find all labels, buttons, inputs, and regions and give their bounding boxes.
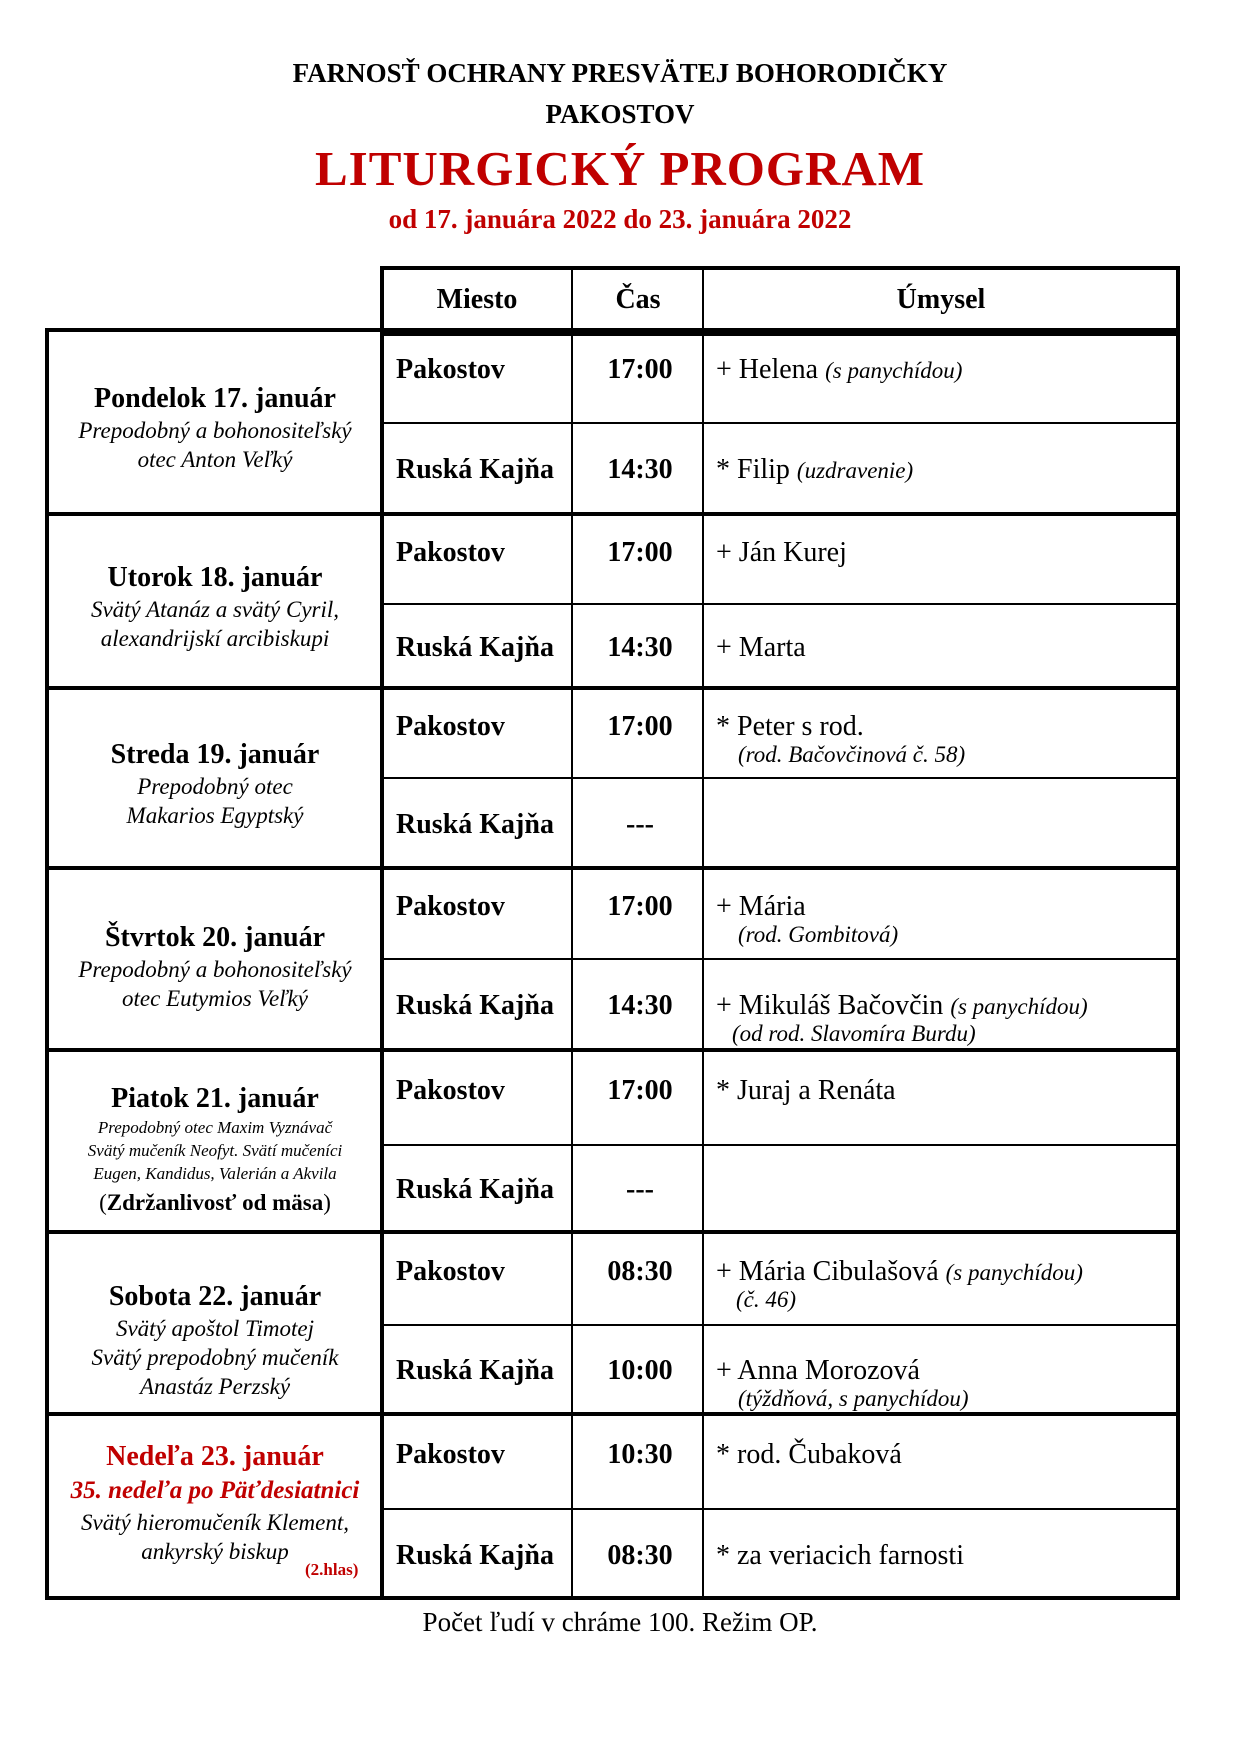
- day-cell: [48, 1440, 382, 1566]
- fasting-paren: (: [99, 1190, 107, 1215]
- service-place: Pakostov: [396, 354, 505, 385]
- column-header-place: Miesto: [436, 284, 518, 315]
- saint-line: Makarios Egyptský: [126, 803, 304, 828]
- service-time: ---: [626, 809, 654, 840]
- service-separator: [382, 1144, 1178, 1146]
- saint-line: Prepodobný otec: [137, 774, 293, 799]
- day-name: Štvrtok 20. január: [104, 922, 326, 953]
- intention-name: + Ján Kurej: [716, 537, 847, 568]
- intention-name: + Mária Cibulašová: [716, 1256, 946, 1287]
- service-time: 17:00: [607, 537, 673, 568]
- day-name: Sobota 22. január: [108, 1281, 322, 1312]
- intention-name: * rod. Čubaková: [716, 1439, 902, 1470]
- day-separator: [45, 1048, 1180, 1052]
- intention-name: * Filip: [716, 454, 797, 485]
- service-place: Pakostov: [396, 1075, 505, 1106]
- parish-name: FARNOSŤ OCHRANY PRESVÄTEJ BOHORODIČKY: [292, 58, 948, 88]
- intention-name: * za veriacich farnosti: [716, 1540, 964, 1571]
- intention-note: (uzdravenie): [796, 458, 914, 483]
- day-name: Pondelok 17. január: [94, 383, 336, 414]
- saint-line: Prepodobný a bohonositeľský: [78, 418, 352, 443]
- intention-name: + Marta: [716, 632, 806, 663]
- service-place: Ruská Kajňa: [396, 990, 554, 1021]
- intention-note: (s panychídou): [950, 994, 1088, 1019]
- service-time: 14:30: [607, 990, 673, 1021]
- intention-subnote: (č. 46): [736, 1287, 797, 1312]
- saint-line: otec Eutymios Veľký: [122, 986, 308, 1011]
- service-time: ---: [626, 1174, 654, 1205]
- intention-note: (s panychídou): [825, 358, 963, 383]
- service-intention: [716, 1355, 920, 1387]
- service-place: Ruská Kajňa: [396, 1540, 554, 1571]
- service-intention: [716, 711, 864, 743]
- service-intention: [716, 1439, 902, 1471]
- day-separator: [45, 512, 1180, 516]
- day-cell: [48, 921, 382, 1013]
- service-place: Ruská Kajňa: [396, 454, 554, 485]
- service-time: 10:30: [607, 1439, 673, 1470]
- service-time: 14:30: [607, 632, 673, 663]
- sunday-subtitle: 35. nedeľa po Päťdesiatnici: [70, 1477, 360, 1504]
- saint-line: Eugen, Kandidus, Valerián a Akvila: [93, 1164, 337, 1183]
- service-place: Pakostov: [396, 1256, 505, 1287]
- day-separator: [45, 686, 1180, 690]
- day-cell: [48, 1082, 382, 1219]
- saint-line: Prepodobný otec Maxim Vyznávač: [97, 1118, 333, 1137]
- intention-subnote: (od rod. Slavomíra Burdu): [732, 1021, 976, 1046]
- saint-line: alexandrijskí arcibiskupi: [100, 626, 330, 651]
- service-separator: [382, 1324, 1178, 1326]
- service-time: 17:00: [607, 354, 673, 385]
- day-separator: [45, 866, 1180, 870]
- service-time: 08:30: [607, 1540, 673, 1571]
- saint-line: Svätý mučeník Neofyt. Svätí mučeníci: [87, 1141, 343, 1160]
- service-intention: [716, 537, 847, 569]
- intention-subnote: (rod. Gombitová): [738, 922, 899, 947]
- service-separator: [382, 603, 1178, 605]
- saint-line: Svätý hieromučeník Klement,: [80, 1510, 350, 1535]
- intention-subnote: (rod. Bačovčinová č. 58): [738, 742, 966, 767]
- service-time: 08:30: [607, 1256, 673, 1287]
- day-cell: [48, 561, 382, 653]
- intention-name: * Peter s rod.: [716, 711, 864, 742]
- service-time: 14:30: [607, 454, 673, 485]
- day-name: Piatok 21. január: [111, 1083, 319, 1114]
- service-intention: [716, 632, 806, 664]
- service-place: Pakostov: [396, 891, 505, 922]
- tone-label: (2.hlas): [305, 1560, 359, 1579]
- intention-name: + Mikuláš Bačovčin: [716, 990, 951, 1021]
- intention-name: * Juraj a Renáta: [716, 1075, 896, 1106]
- service-separator: [382, 958, 1178, 960]
- service-intention: [716, 990, 1088, 1022]
- fasting-text: Zdržanlivosť od mäsa: [106, 1190, 324, 1215]
- intention-note: (s panychídou): [945, 1260, 1083, 1285]
- intention-name: + Helena: [716, 354, 826, 385]
- saint-line: Svätý prepodobný mučeník: [91, 1345, 339, 1370]
- column-header-intention: Úmysel: [896, 284, 986, 315]
- day-name: Utorok 18. január: [107, 562, 323, 593]
- saint-line: Prepodobný a bohonositeľský: [78, 957, 352, 982]
- day-cell: [48, 738, 382, 830]
- service-intention: [716, 1075, 896, 1107]
- day-cell: [48, 382, 382, 474]
- service-place: Ruská Kajňa: [396, 1174, 554, 1205]
- fasting-paren: ): [323, 1190, 331, 1215]
- service-intention: [716, 1256, 1083, 1288]
- service-place: Pakostov: [396, 711, 505, 742]
- service-separator: [382, 422, 1178, 424]
- intention-subnote: (týždňová, s panychídou): [738, 1386, 969, 1411]
- service-place: Ruská Kajňa: [396, 632, 554, 663]
- service-time: 17:00: [607, 1075, 673, 1106]
- day-separator: [45, 1412, 1180, 1416]
- day-name: Streda 19. január: [110, 739, 320, 770]
- service-time: 17:00: [607, 711, 673, 742]
- page-title: LITURGICKÝ PROGRAM: [314, 141, 926, 196]
- day-separator: [45, 1230, 1180, 1234]
- service-time: 17:00: [607, 891, 673, 922]
- saint-line: otec Anton Veľký: [137, 447, 293, 472]
- service-time: 10:00: [607, 1355, 673, 1386]
- service-separator: [382, 777, 1178, 779]
- service-intention: [716, 354, 962, 386]
- service-place: Pakostov: [396, 1439, 505, 1470]
- column-header-time: Čas: [615, 284, 661, 315]
- intention-name: + Mária: [716, 891, 806, 922]
- town-name: PAKOSTOV: [545, 99, 695, 129]
- service-place: Pakostov: [396, 537, 505, 568]
- date-range: od 17. januára 2022 do 23. januára 2022: [388, 204, 852, 234]
- saint-line: Svätý Atanáz a svätý Cyril,: [90, 597, 340, 622]
- fasting-note: [48, 1187, 382, 1219]
- saint-line: Svätý apoštol Timotej: [115, 1316, 315, 1341]
- service-place: Ruská Kajňa: [396, 1355, 554, 1386]
- service-separator: [382, 1508, 1178, 1510]
- service-intention: [716, 891, 806, 923]
- day-name: Nedeľa 23. január: [106, 1441, 324, 1472]
- saint-line: ankyrský biskup: [141, 1539, 289, 1564]
- service-intention: [716, 454, 913, 486]
- saint-line: Anastáz Perzský: [139, 1374, 291, 1399]
- service-place: Ruská Kajňa: [396, 809, 554, 840]
- intention-name: + Anna Morozová: [716, 1355, 920, 1386]
- footer-note: Počet ľudí v chráme 100. Režim OP.: [422, 1607, 818, 1637]
- day-cell: [48, 1280, 382, 1401]
- service-intention: [716, 1540, 964, 1572]
